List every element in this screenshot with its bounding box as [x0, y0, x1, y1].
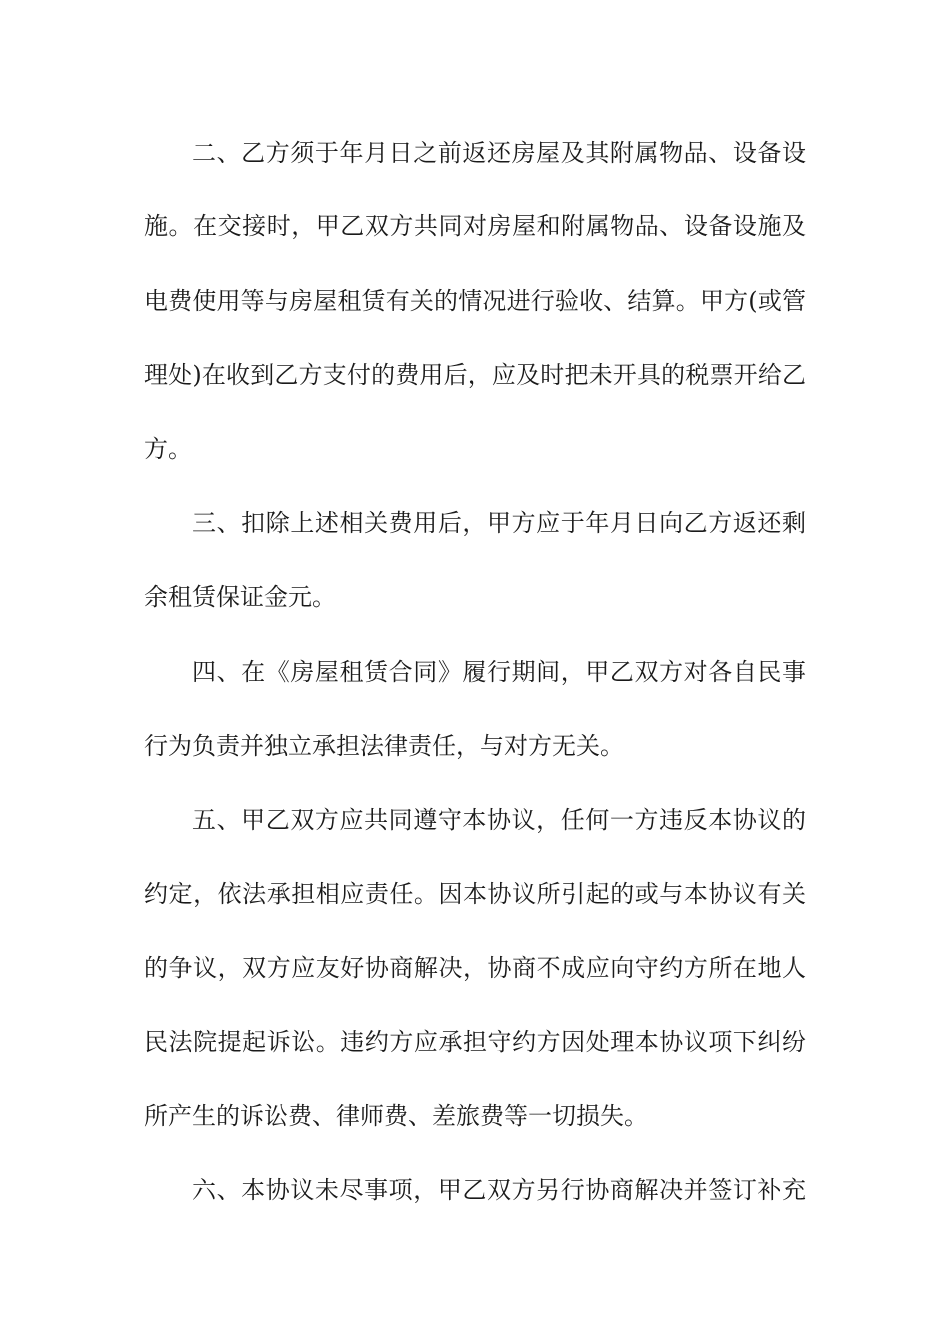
clause-5-line-4: 民法院提起诉讼。违约方应承担守约方因处理本协议项下纠纷 — [144, 1028, 806, 1056]
clause-5-line-1: 五、甲乙双方应共同遵守本协议，任何一方违反本协议的 — [192, 806, 806, 834]
clause-3-line-2: 余租赁保证金元。 — [144, 583, 336, 611]
clause-2-line-1: 二、乙方须于年月日之前返还房屋及其附属物品、设备设 — [192, 139, 806, 167]
clause-4-line-2: 行为负责并独立承担法律责任，与对方无关。 — [144, 732, 624, 760]
clause-5-line-2: 约定，依法承担相应责任。因本协议所引起的或与本协议有关 — [144, 880, 806, 908]
clause-2-line-3: 电费使用等与房屋租赁有关的情况进行验收、结算。甲方(或管 — [144, 287, 806, 315]
clause-5-line-5: 所产生的诉讼费、律师费、差旅费等一切损失。 — [144, 1102, 648, 1130]
clause-4-line-1: 四、在《房屋租赁合同》履行期间，甲乙双方对各自民事 — [192, 658, 806, 686]
clause-2-line-2: 施。在交接时，甲乙双方共同对房屋和附属物品、设备设施及 — [144, 212, 806, 240]
clause-5-line-3: 的争议，双方应友好协商解决，协商不成应向守约方所在地人 — [144, 954, 806, 982]
clause-2-line-5: 方。 — [144, 435, 192, 463]
clause-6-line-1: 六、本协议未尽事项，甲乙双方另行协商解决并签订补充 — [192, 1176, 806, 1204]
clause-3-line-1: 三、扣除上述相关费用后，甲方应于年月日向乙方返还剩 — [192, 509, 806, 537]
clause-2-line-4: 理处)在收到乙方支付的费用后，应及时把未开具的税票开给乙 — [144, 361, 806, 389]
